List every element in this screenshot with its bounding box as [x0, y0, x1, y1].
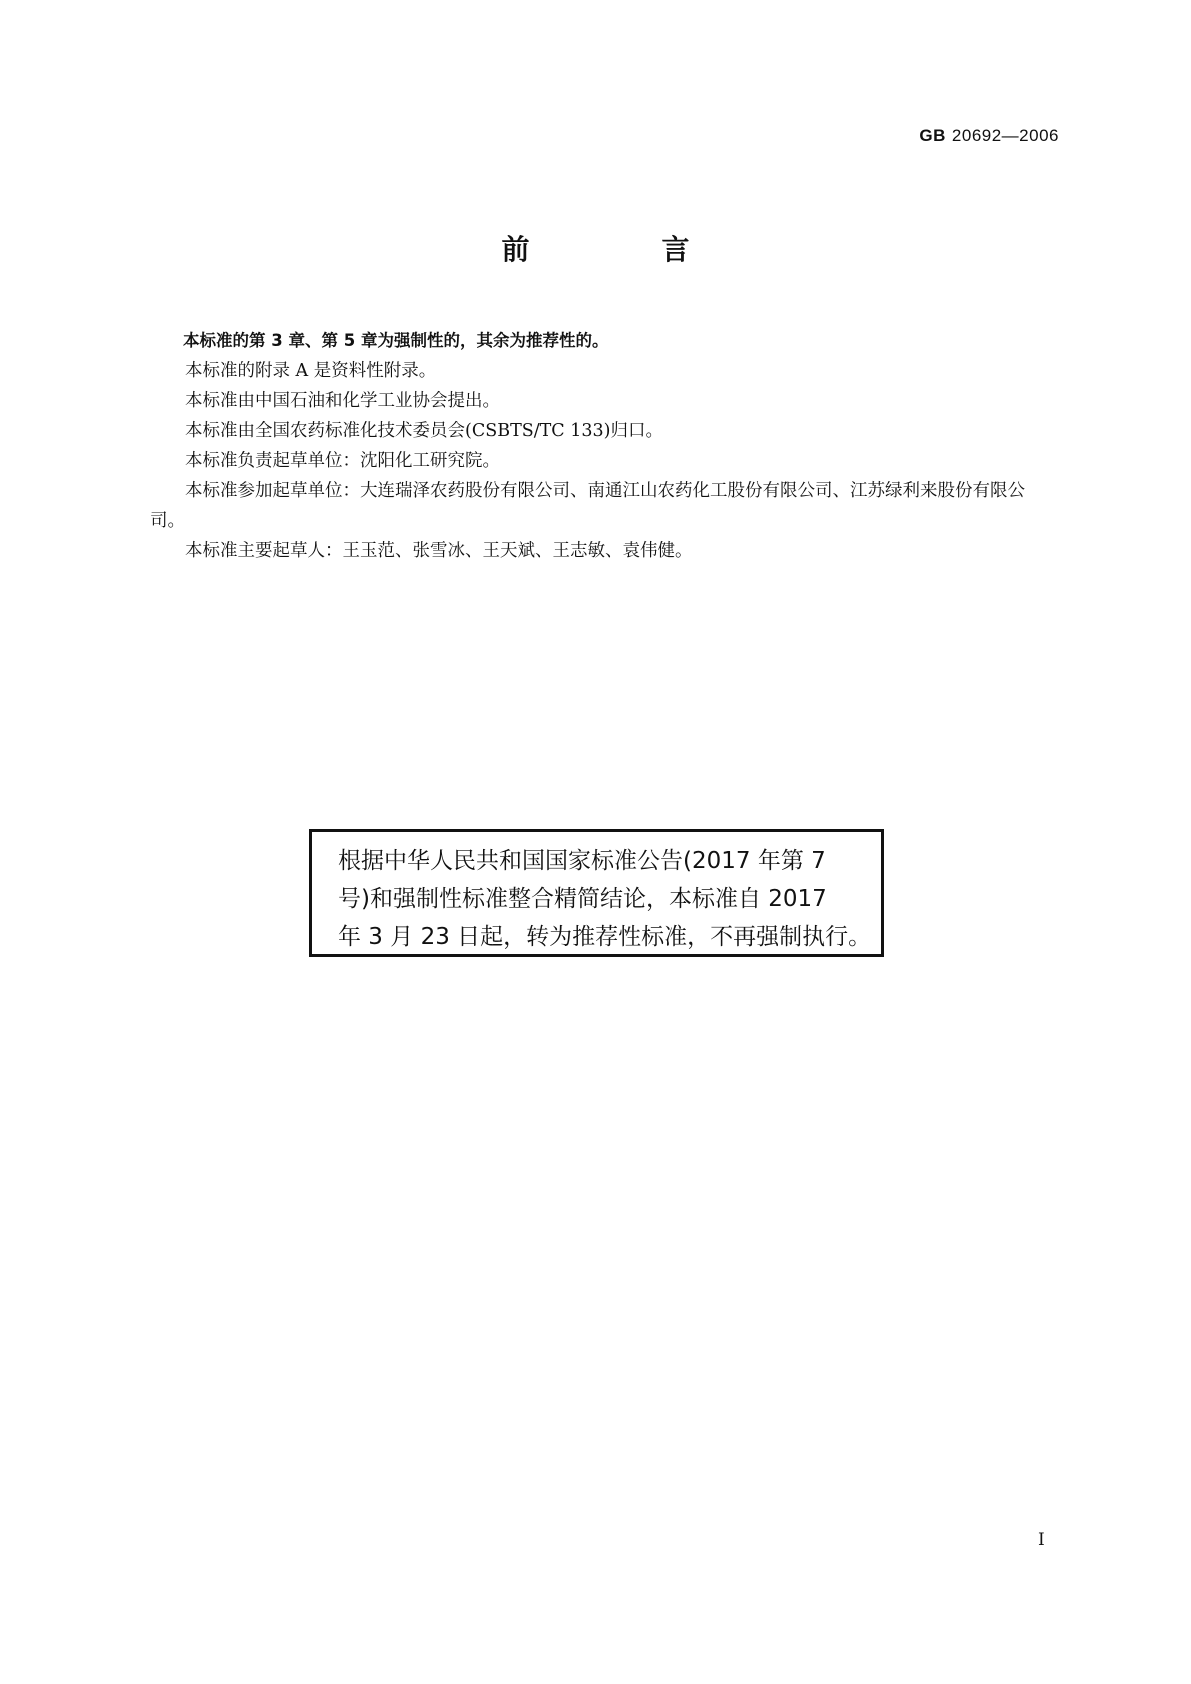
notice-box — [309, 829, 884, 957]
foreword-body — [150, 326, 1058, 566]
paragraph-lead-drafter: 本标准负责起草单位：沈阳化工研究院。 — [185, 451, 500, 471]
notice-line: 年 3 月 23 日起，转为推荐性标准，不再强制执行。 — [338, 924, 872, 950]
notice-line: 号)和强制性标准整合精简结论，本标准自 2017 — [338, 886, 827, 912]
paragraph-appendix: 本标准的附录 A 是资料性附录。 — [185, 361, 437, 381]
standard-code — [919, 126, 1059, 146]
notice-line: 根据中华人民共和国国家标准公告(2017 年第 7 — [338, 848, 826, 874]
paragraph-proposer: 本标准由中国石油和化学工业协会提出。 — [185, 391, 500, 411]
standard-number: 20692—2006 — [951, 126, 1059, 145]
page-number: I — [1038, 1530, 1045, 1550]
paragraph-main-drafters: 本标准主要起草人：王玉范、张雪冰、王天斌、王志敏、袁伟健。 — [185, 541, 693, 561]
gb-prefix: GB — [919, 126, 946, 145]
paragraph-technical-committee: 本标准由全国农药标准化技术委员会(CSBTS/TC 133)归口。 — [185, 421, 663, 441]
paragraph-participating-drafters: 本标准参加起草单位：大连瑞泽农药股份有限公司、南通江山农药化工股份有限公司、江苏绿利来股份有限公司。 — [150, 481, 1025, 531]
paragraph-mandatory-chapters: 本标准的第 3 章、第 5 章为强制性的，其余为推荐性的。 — [183, 331, 609, 350]
page-title: 前 言 — [501, 233, 742, 266]
